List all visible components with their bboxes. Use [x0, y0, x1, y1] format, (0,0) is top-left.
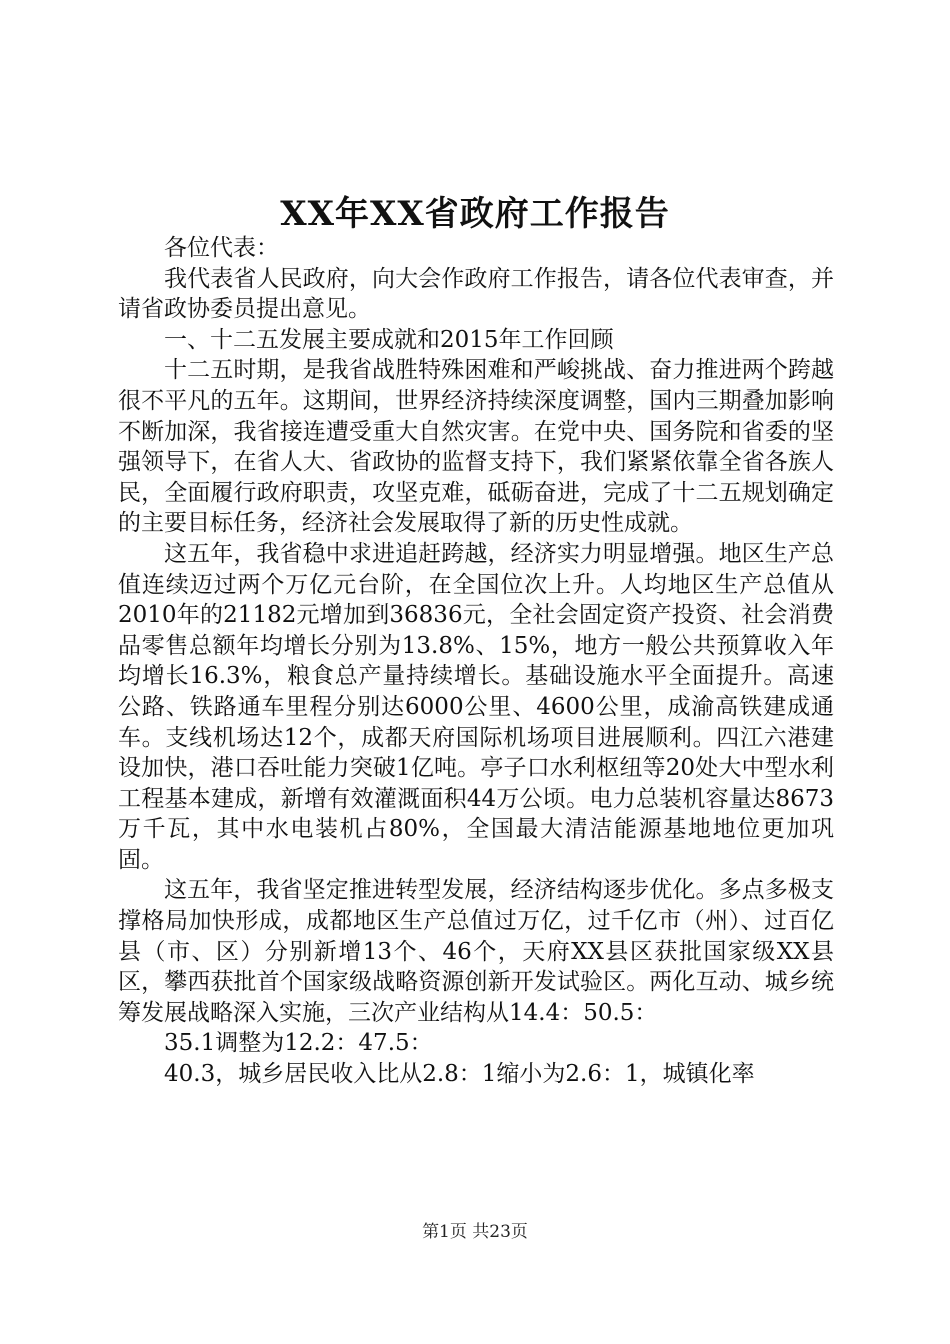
- paragraph-intro: 我代表省人民政府，向大会作政府工作报告，请各位代表审查，并请省政协委员提出意见。: [118, 265, 834, 323]
- page-number-footer: 第1页 共23页: [422, 1222, 528, 1242]
- paragraph: 40.3，城乡居民收入比从2.8：1缩小为2.6：1，城镇化率: [164, 1061, 755, 1088]
- paragraph: 十二五时期，是我省战胜特殊困难和严峻挑战、奋力推进两个跨越很不平凡的五年。这期间，世界经济持续深度调整，国内三期叠加影响不断加深，我省接连遭受重大自然灾害。在党中央、国务院和省委的坚强领导下，在省人大、省政协的监督支持下，我们紧紧依靠全省各族人民，全面履行政府职责，攻坚克难，砥砺奋进，完成了十二五规划确定的主要目标任务，经济社会发展取得了新的历史性成就。: [118, 357, 834, 537]
- page-title: XX年XX省政府工作报告: [280, 194, 670, 234]
- paragraph: 这五年，我省坚定推进转型发展，经济结构逐步优化。多点多极支撑格局加快形成，成都地区生产总值过万亿，过千亿市（州）、过百亿县（市、区）分别新增13个、46个，天府XX县区获批国家级XX县区，攀西获批首个国家级战略资源创新开发试验区。两化互动、城乡统筹发展战略深入实施，三次产业结构从14.4：50.5：: [118, 877, 834, 1026]
- paragraph: 35.1调整为12.2：47.5：: [164, 1030, 433, 1057]
- paragraph: 这五年，我省稳中求进追赶跨越，经济实力明显增强。地区生产总值连续迈过两个万亿元台阶，在全国位次上升。人均地区生产总值从2010年的21182元增加到36836元，全社会固定资产投资、社会消费品零售总额年均增长分别为13.8%、15%，地方一般公共预算收入年均增长16.3%，粮食总产量持续增长。基础设施水平全面提升。高速公路、铁路通车里程分别达6000公里、4600公里，成渝高铁建成通车。支线机场达12个，成都天府国际机场项目进展顺利。四江六港建设加快，港口吞吐能力突破1亿吨。亭子口水利枢纽等20处大中型水利工程基本建成，新增有效灌溉面积44万公顷。电力总装机容量达8673万千瓦，其中水电装机占80%，全国最大清洁能源基地地位更加巩固。: [118, 540, 834, 873]
- section-heading: 一、十二五发展主要成就和2015年工作回顾: [164, 326, 614, 353]
- document-body: [118, 233, 834, 1090]
- paragraph-salutation: 各位代表：: [164, 235, 279, 261]
